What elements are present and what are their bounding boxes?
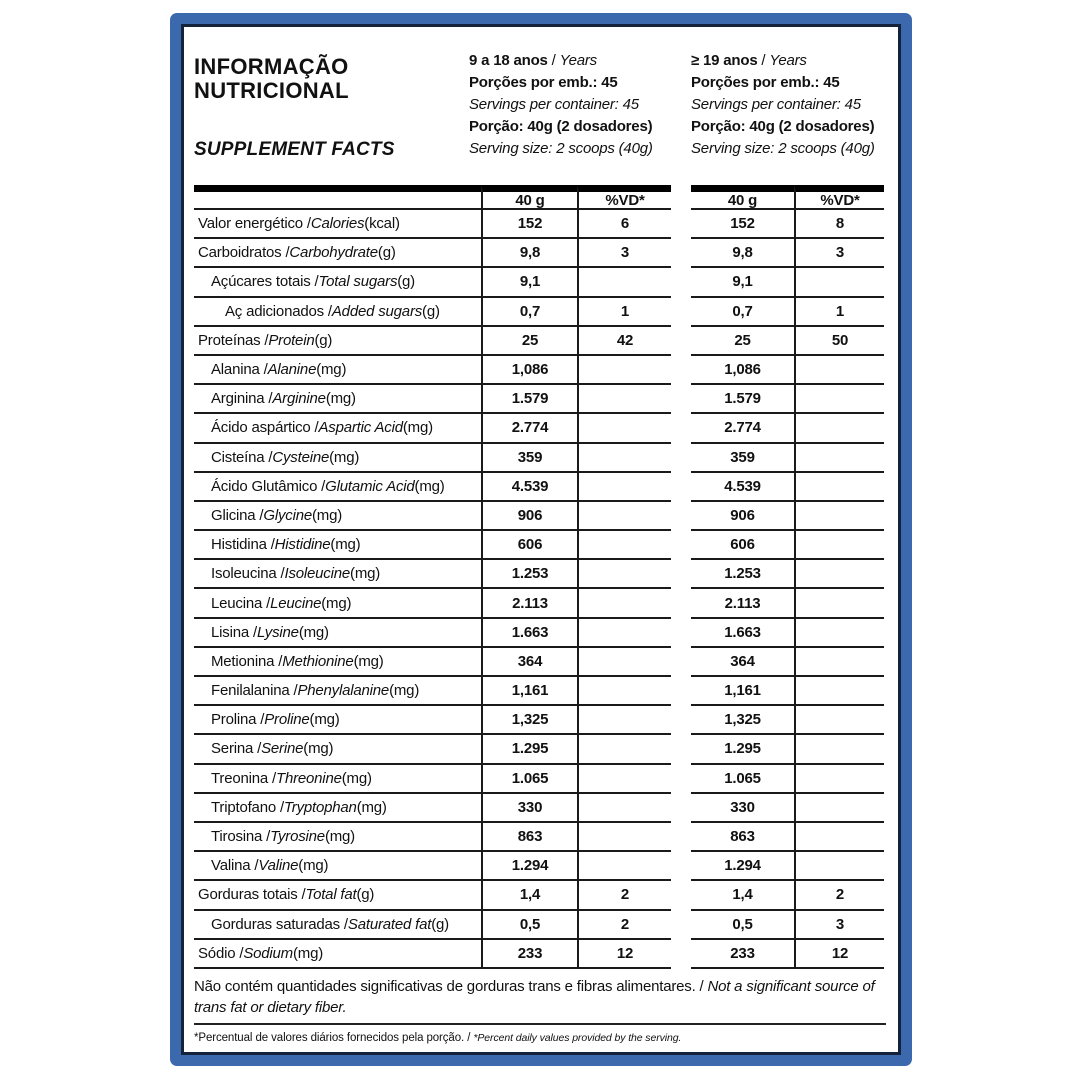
amount-cell-right: 1,086 [691,356,794,385]
column-group-gap [671,677,691,706]
servings-per-container-pt: Porções por emb.: 45 [469,74,618,92]
dv-cell-right: 2 [794,881,884,910]
dv-cell-right: 3 [794,911,884,940]
daily-values-footnote: *Percentual de valores diários fornecidos pela porção. / *Percent daily values provided by the serving. [194,1031,682,1044]
amount-cell-right: 1,325 [691,706,794,735]
dv-cell-left [577,502,671,531]
amount-cell-left: 25 [481,327,577,356]
dv-cell-left: 2 [577,881,671,910]
row-label: Aç adicionados / Added sugars (g) [194,298,481,327]
amount-cell-right: 1,161 [691,677,794,706]
row-label: Valor energético / Calories (kcal) [194,210,481,239]
dv-cell-right [794,823,884,852]
row-label: Ácido aspártico / Aspartic Acid (mg) [194,414,481,443]
amount-cell-left: 364 [481,648,577,677]
dv-cell-right [794,385,884,414]
nutrition-table [194,185,886,969]
dv-cell-left [577,531,671,560]
amount-cell-left: 0,5 [481,911,577,940]
serving-size-en: Serving size: 2 scoops (40g) [691,140,875,158]
dv-cell-left [577,414,671,443]
row-label: Leucina / Leucine (mg) [194,589,481,618]
amount-cell-left: 359 [481,444,577,473]
label-header [194,45,886,185]
dv-cell-right: 50 [794,327,884,356]
row-label: Alanina / Alanine (mg) [194,356,481,385]
amount-cell-left: 1.579 [481,385,577,414]
amount-cell-left: 0,7 [481,298,577,327]
dv-cell-right [794,794,884,823]
row-label: Histidina / Histidine (mg) [194,531,481,560]
amount-cell-left: 152 [481,210,577,239]
amount-cell-left: 863 [481,823,577,852]
column-group-gap [671,619,691,648]
column-group-gap [671,911,691,940]
serving-size-pt: Porção: 40g (2 dosadores) [691,118,875,136]
amount-cell-left: 1.295 [481,735,577,764]
dv-cell-right [794,502,884,531]
amount-cell-right: 1.294 [691,852,794,881]
age-range-line: 9 a 18 anos / Years [469,52,597,69]
serving-size-en: Serving size: 2 scoops (40g) [469,140,653,158]
dv-cell-left [577,735,671,764]
amount-cell-right: 364 [691,648,794,677]
amount-cell-left: 1,086 [481,356,577,385]
amount-cell-left: 1,325 [481,706,577,735]
amount-cell-left: 4.539 [481,473,577,502]
dv-cell-left [577,823,671,852]
dv-cell-right [794,589,884,618]
column-group-gap [671,706,691,735]
column-group-gap [671,268,691,297]
dv-cell-left [577,794,671,823]
dv-cell-right [794,619,884,648]
amount-cell-right: 0,7 [691,298,794,327]
amount-cell-left: 9,1 [481,268,577,297]
column-group-gap [671,414,691,443]
dv-cell-right [794,852,884,881]
amount-cell-right: 2.774 [691,414,794,443]
amount-cell-right: 9,1 [691,268,794,297]
dv-cell-left [577,648,671,677]
amount-cell-right: 1.579 [691,385,794,414]
column-group-gap [671,940,691,969]
dv-cell-right [794,531,884,560]
column-group-gap [671,560,691,589]
column-group-gap [671,298,691,327]
row-label: Gorduras saturadas / Saturated fat (g) [194,911,481,940]
amount-cell-right: 606 [691,531,794,560]
column-group-gap [671,327,691,356]
column-group-gap [671,823,691,852]
dv-cell-left: 1 [577,298,671,327]
amount-cell-right: 152 [691,210,794,239]
dv-cell-left: 2 [577,911,671,940]
amount-cell-right: 25 [691,327,794,356]
column-group-gap [671,185,691,210]
dv-cell-right [794,444,884,473]
serving-size-pt: Porção: 40g (2 dosadores) [469,118,653,136]
dv-cell-left [577,473,671,502]
row-label: Proteínas / Protein (g) [194,327,481,356]
column-group-gap [671,735,691,764]
amount-cell-right: 359 [691,444,794,473]
amount-cell-left: 1.663 [481,619,577,648]
col-header-dv-right: %VD* [794,185,884,210]
dv-cell-left [577,619,671,648]
row-label: Triptofano / Tryptophan (mg) [194,794,481,823]
dv-cell-left [577,356,671,385]
amount-cell-left: 1,4 [481,881,577,910]
row-label: Fenilalanina / Phenylalanine (mg) [194,677,481,706]
row-label: Valina / Valine (mg) [194,852,481,881]
row-label: Cisteína / Cysteine (mg) [194,444,481,473]
amount-cell-right: 1.253 [691,560,794,589]
col-header-dv-left: %VD* [577,185,671,210]
column-group-gap [671,648,691,677]
row-label: Glicina / Glycine (mg) [194,502,481,531]
dv-cell-left: 3 [577,239,671,268]
amount-cell-left: 2.113 [481,589,577,618]
label-title [194,55,469,103]
row-label: Ácido Glutâmico / Glutamic Acid (mg) [194,473,481,502]
row-label: Açúcares totais / Total sugars (g) [194,268,481,297]
dv-cell-left [577,385,671,414]
col-header-amount-left: 40 g [481,185,577,210]
column-group-gap [671,239,691,268]
col-header-amount-right: 40 g [691,185,794,210]
dv-cell-left [577,589,671,618]
dv-cell-left [577,444,671,473]
label-title-line1: INFORMAÇÃO [194,54,349,79]
row-label: Prolina / Proline (mg) [194,706,481,735]
amount-cell-right: 4.539 [691,473,794,502]
column-group-gap [671,881,691,910]
dv-cell-left [577,852,671,881]
column-group-gap [671,589,691,618]
amount-cell-right: 1.295 [691,735,794,764]
dv-cell-right [794,706,884,735]
dv-cell-left [577,268,671,297]
dv-cell-left: 6 [577,210,671,239]
serving-info-19-plus [691,50,884,185]
dv-cell-right [794,356,884,385]
column-group-gap [671,765,691,794]
dv-cell-right [794,473,884,502]
dv-cell-right [794,735,884,764]
amount-cell-left: 1.253 [481,560,577,589]
dv-cell-right [794,765,884,794]
dv-cell-right: 1 [794,298,884,327]
dv-cell-right [794,677,884,706]
amount-cell-left: 233 [481,940,577,969]
amount-cell-right: 863 [691,823,794,852]
amount-cell-right: 233 [691,940,794,969]
dv-cell-right [794,268,884,297]
column-group-gap [671,444,691,473]
dv-cell-right: 12 [794,940,884,969]
dv-cell-left [577,706,671,735]
row-label: Lisina / Lysine (mg) [194,619,481,648]
dv-cell-left [577,677,671,706]
column-group-gap [671,852,691,881]
nutrition-label-panel [181,24,901,1055]
column-group-gap [671,473,691,502]
dv-cell-right: 8 [794,210,884,239]
servings-per-container-pt: Porções por emb.: 45 [691,74,840,92]
amount-cell-right: 1.065 [691,765,794,794]
row-label: Metionina / Methionine (mg) [194,648,481,677]
row-label: Isoleucina / Isoleucine (mg) [194,560,481,589]
column-group-gap [671,356,691,385]
column-group-gap [671,794,691,823]
column-group-gap [671,385,691,414]
label-frame [170,13,912,1066]
dv-cell-left [577,560,671,589]
amount-cell-right: 2.113 [691,589,794,618]
row-label: Gorduras totais / Total fat (g) [194,881,481,910]
amount-cell-left: 1.294 [481,852,577,881]
amount-cell-left: 906 [481,502,577,531]
amount-cell-right: 330 [691,794,794,823]
dv-cell-right [794,414,884,443]
amount-cell-left: 1.065 [481,765,577,794]
title-block [194,45,469,185]
serving-info-9-18 [469,50,691,185]
table-corner-blank [194,185,481,210]
amount-cell-right: 0,5 [691,911,794,940]
column-group-gap [671,531,691,560]
dv-cell-right [794,560,884,589]
row-label: Treonina / Threonine (mg) [194,765,481,794]
label-title-line2: NUTRICIONAL [194,78,349,104]
row-label: Serina / Serine (mg) [194,735,481,764]
dv-cell-left [577,765,671,794]
amount-cell-left: 606 [481,531,577,560]
amount-cell-left: 1,161 [481,677,577,706]
amount-cell-right: 906 [691,502,794,531]
amount-cell-right: 9,8 [691,239,794,268]
label-subtitle: SUPPLEMENT FACTS [194,139,395,161]
row-label: Carboidratos / Carbohydrate (g) [194,239,481,268]
dv-cell-right: 3 [794,239,884,268]
dv-cell-left: 12 [577,940,671,969]
amount-cell-right: 1.663 [691,619,794,648]
amount-cell-left: 9,8 [481,239,577,268]
age-range-line: ≥ 19 anos / Years [691,52,807,69]
column-group-gap [671,502,691,531]
servings-per-container-en: Servings per container: 45 [691,96,861,114]
servings-per-container-en: Servings per container: 45 [469,96,639,114]
dv-cell-left: 42 [577,327,671,356]
amount-cell-left: 330 [481,794,577,823]
row-label: Arginina / Arginine (mg) [194,385,481,414]
amount-cell-left: 2.774 [481,414,577,443]
column-group-gap [671,210,691,239]
row-label: Tirosina / Tyrosine (mg) [194,823,481,852]
row-label: Sódio / Sodium (mg) [194,940,481,969]
trans-fat-note: Não contém quantidades significativas de gorduras trans e fibras alimentares. / Not a significant source of trans fat or dietary fiber. [194,977,875,1016]
footnote-divider [194,1023,886,1025]
dv-cell-right [794,648,884,677]
amount-cell-right: 1,4 [691,881,794,910]
